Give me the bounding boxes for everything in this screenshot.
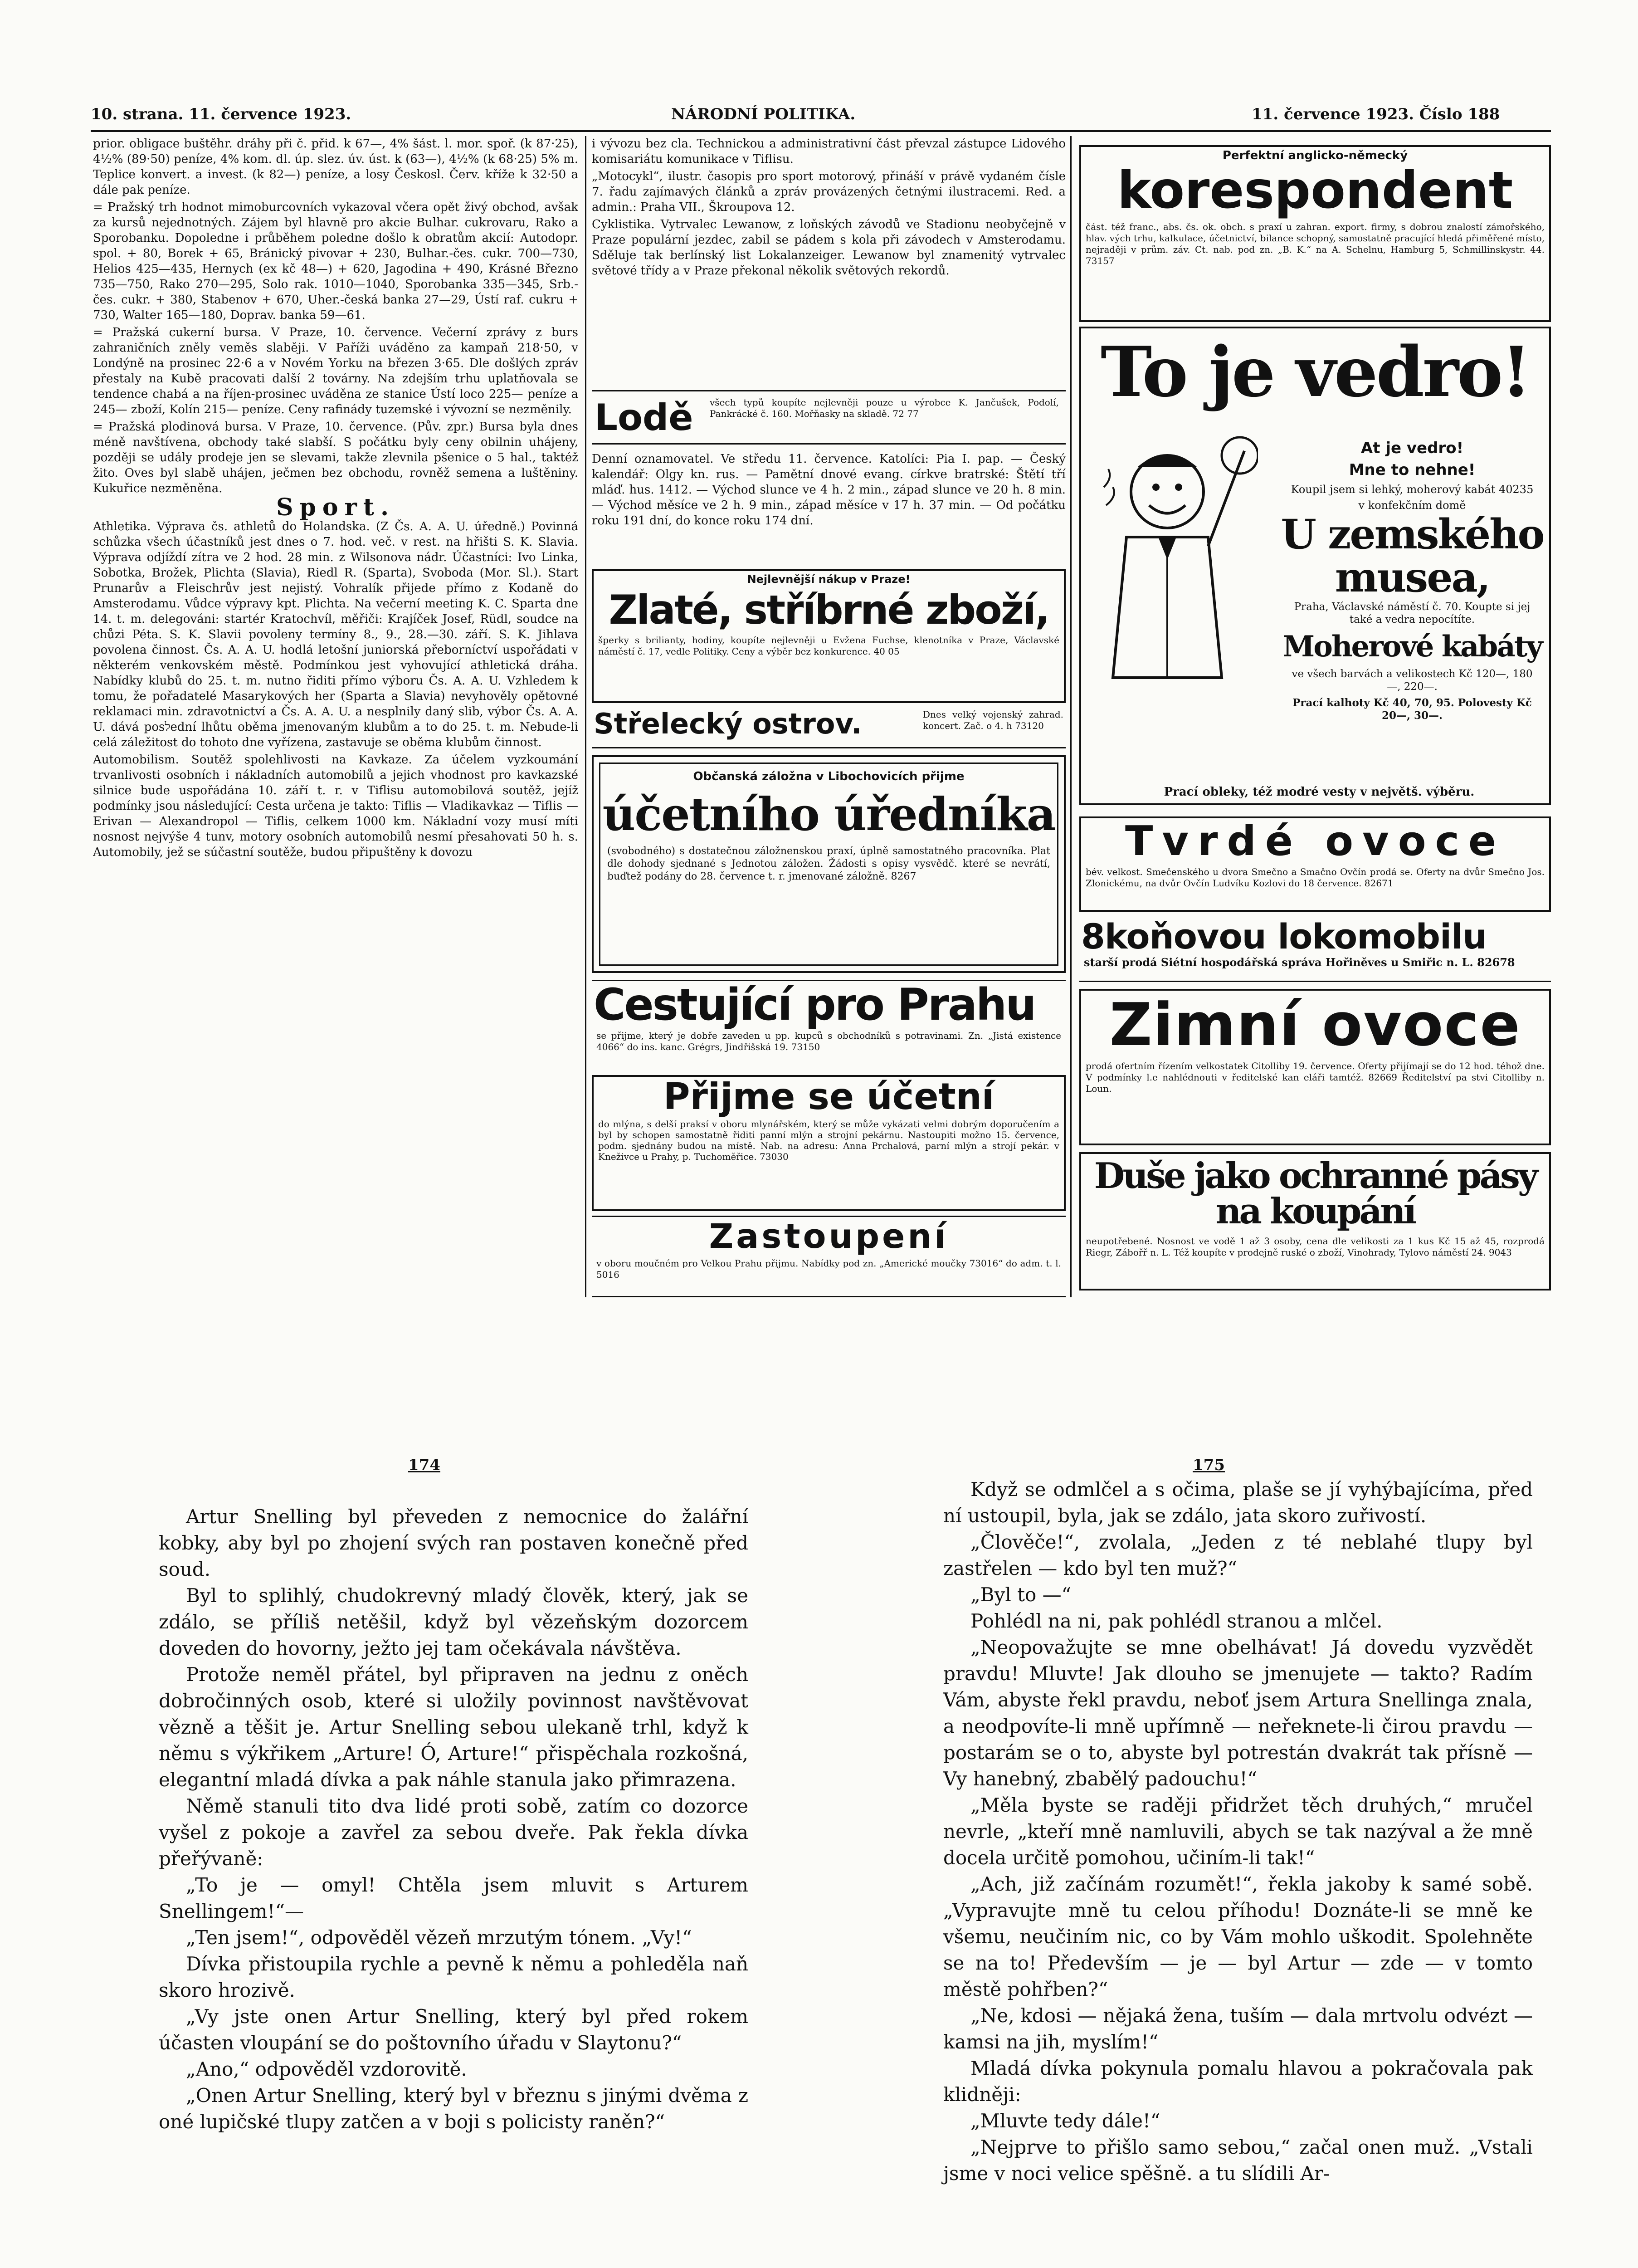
ad-zlate-zbozi	[592, 569, 1066, 703]
paragraph: = Pražský trh hodnot mimoburcovních vykazoval včera opět živý obchod, avšak za kursů nejednotných. Zájem byl hlavně pro akcie Bulhar. cukrovaru, Rako a Sporobanku. Dopoledne i průběhem poledne došlo k obratům akcií: Autodopr. spol. + 80, Borek + 65, Bránický pivovar + 230, Bulhar.-čes. cukr. 700—730, Helios 425—435, Hernych (ex kč 48—) + 620, Jagodina + 490, Krásné Březno 735—750, Rako 270—295, Solo rak. 1010—1040, Sporobanka 335—345, Srb.-čes. cukr. + 380, Stabenov + 670, Uher.-česká banka 27—29, Ústí raf. cukru + 730, Walter 165—180, Doprav. banka 59—61.	[93, 200, 578, 322]
paragraph: „Byl to —“	[970, 1584, 1072, 1606]
ad-text: Koupil jsem si lehký, moherový kabát 40235	[1291, 483, 1534, 496]
paragraph: „Motocykl“, ilustr. časopis pro sport motorový, přináší v právě vydaném čísle 7. řadu zajímavých článků a zpráv provázených četnými ilustracemi. Red. a admin.: Praha VII., Škroupova 12.	[592, 170, 1066, 214]
ad-title: Přijme se účetní	[663, 1075, 994, 1118]
ad-lode	[592, 390, 1066, 445]
paragraph: Dívka přistoupila rychle a pevně k němu a pohleděla naň skoro hrozivě.	[159, 1953, 748, 2001]
paragraph: Protože neměl přátel, byl připraven na jednu z oněch dobročinných osob, které si uložily povinnost navštěvovat vězně a těšit je. Artur Snelling sebou ulekaně trhl, když k němu s výkřikem „Arture! Ó, Arture!“ přispěchala rozkošná, elegantní mladá dívka a pak náhle stanula jako přimrazena.	[159, 1663, 748, 1791]
paragraph: „Mluvte tedy dále!“	[970, 2110, 1160, 2132]
denni-oznamovatel	[592, 451, 1066, 556]
ad-text: se přijme, který je dobře zaveden u pp. kupců s obchodníků s potravinami. Zn. „Jistá existence 4066“ do ins. kanc. Grégrs, Jindřišská 19. 73150	[596, 1030, 1061, 1052]
ad-prijme-ucetni	[592, 1075, 1066, 1211]
ad-subtitle: Moherové kabáty	[1282, 630, 1542, 664]
ad-title: 8koňovou lokomobilu	[1081, 919, 1487, 957]
paragraph: „Ach, již začínám rozumět!“, řekla jakoby k samé sobě. „Vypravujte mně tu celou příhodu! Doznáte-li se mně ke všemu, neučiním nic, co by Vám mohlo uškodit. Spolehněte se na to! Především — je — byl Artur — zde — v tomto městě pohřben?“	[943, 1873, 1533, 2000]
ad-text: část. též franc., abs. čs. ok. obch. s praxí u zahran. export. firmy, s dobrou znalostí zámořského, hlav. vých trhu, kalkulace, účetnictví, bilance schopný, samostatně pracující hledá přiměřené místo, nejraději v prům. záv. Ct. nab. pod zn. „B. K.“ na A. Schelnu, Hamburg 5, Schmillinskystr. 44. 73157	[1086, 221, 1545, 266]
ad-zastoupeni	[592, 1216, 1066, 1297]
ad-duse-pasy	[1079, 1152, 1551, 1290]
paragraph: Artur Snelling byl převeden z nemocnice do žalářní kobky, aby byl po zhojení svých ran postaven konečně před soud.	[159, 1505, 748, 1580]
paragraph: i vývozu bez cla. Technickou a administrativní část převzal zástupce Lidového komisariátu komunikace v Tiflisu.	[592, 137, 1066, 166]
ad-cestujici	[592, 980, 1066, 1073]
ad-text: Prací kalhoty Kč 40, 70, 95. Polovesty Kč 20—, 30—.	[1292, 697, 1532, 722]
paragraph: prior. obligace buštěhr. dráhy při č. přid. k 67—, 4% šást. l. mor. spoř. (k 87·25), 4½% (89·50) peníze, 4% kom. dl. úp. slez. úv. úst. k (63—), 4½% (k 68·25) 5% m. Teplice konvert. a invest. (k 82—) peníze, a losy Českosl. Červ. kříže k 32·50 a dále pak peníze.	[93, 137, 578, 197]
ad-title: Střelecký ostrov.	[594, 707, 862, 740]
ad-text: Prací obleky, též modré vesty v největš. výběru.	[1164, 785, 1475, 799]
masthead: NÁRODNÍ POLITIKA.	[671, 105, 856, 123]
paragraph: Cyklistika. Vytrvalec Lewanow, z loňských závodů ve Stadionu neobyčejně v Praze populární jezdec, zabil se pádem s kola při závodech v Amsterodamu. Sděluje tak berlínský list Lokalanzeiger. Lewanow byl znamenitý vytrvalec světové třídy a v Praze překonal několik světových rekordů.	[592, 218, 1066, 278]
paragraph: „Onen Artur Snelling, který byl v březnu s jinými dvěma z oné lupičské tlupy zatčen a v boji s policisty raněn?“	[159, 2084, 748, 2133]
column-divider	[1070, 136, 1072, 1297]
paragraph: = Pražská plodinová bursa. V Praze, 10. července. (Pův. zpr.) Bursa byla dnes méně navštívena, obchody také slabší. S počátku byly ceny obilnin uhájeny, později se udály prodeje jen se slevami, takže zlevnila pšenice o 5 hal., taktéž žito. Oves byl slabě uhájen, ječmen bez obchodu, rovněž semena a luštěniny. Kukuřice nezměněna.	[93, 420, 578, 495]
ad-slogan: At je vedro!	[1360, 439, 1464, 457]
paragraph: „Nejprve to přišlo samo sebou,“ začal onen muž. „Vstali jsme v noci velice spěšně. a tu slídili Ar-	[943, 2136, 1533, 2185]
ad-text: Dnes velký vojenský zahrad. koncert. Zač. o 4. h 73120	[923, 709, 1063, 731]
header-rule	[91, 130, 1551, 132]
ad-title: Tvrdé ovoce	[1125, 817, 1505, 865]
header-left: 10. strana. 11. července 1923.	[91, 105, 351, 123]
paragraph: Mladá dívka pokynula pomalu hlavou a pokračovala pak klidněji:	[943, 2057, 1533, 2106]
page-number-left: 174	[408, 1456, 440, 1474]
ad-text: v oboru moučném pro Velkou Prahu přijmu. Nabídky pod zn. „Americké moučky 73016“ do adm. t. l. 5016	[596, 1258, 1061, 1280]
column-divider	[585, 136, 586, 1297]
ad-title: Duše jako ochranné pásy na koupání	[1094, 1155, 1536, 1232]
ad-title: účetního úředníka	[602, 787, 1055, 841]
paragraph: = Pražská cukerní bursa. V Praze, 10. července. Večerní zprávy z burs zahraničních zněly veměs slaběji. V Paříži uváděno za kampaň 218·50, v Londýně na prosinec 22·6 a v Novém Yorku na březen 3·65. Dle došlých zpráv přestaly na Kubě pracovati další 2 továrny. Na zdejším trhu uplatňovala se tendence chabá a na říjen-prosinec uváděna ze stanice Ústí loco 225— peníze a 245— zboží, Kolín 215— peníze. Ceny rafinády tuzemské i vývozní se nezměnily.	[93, 326, 578, 416]
ad-ucetni-urednika	[592, 755, 1066, 973]
ad-korespondent	[1079, 145, 1551, 322]
ad-text: všech typů koupíte nejlevněji pouze u výrobce K. Jančušek, Podolí, Pankrácké č. 160. Mořňasky na skladě. 72 77	[710, 397, 1059, 419]
paragraph: Když se odmlčel a s očima, plaše se jí vyhýbajícíma, před ní ustoupil, byla, jak se zdálo, jata skoro zuřivostí.	[943, 1478, 1533, 1527]
page-number-right: 175	[1193, 1456, 1225, 1474]
ad-title: To je vedro!	[1100, 331, 1530, 412]
column-1	[93, 136, 578, 1297]
paragraph: „Vy jste onen Artur Snelling, který byl před rokem účasten vloupání se do poštovního úřadu v Slaytonu?“	[159, 2005, 748, 2054]
ad-kicker: Občanská záložna v Libochovicích přijme	[693, 770, 965, 783]
ad-zimni-ovoce	[1079, 989, 1551, 1145]
column-2-text	[592, 136, 1066, 281]
ad-to-je-vedro	[1079, 327, 1551, 805]
paragraph: „Ano,“ odpověděl vzdorovitě.	[186, 2058, 467, 2080]
novel-left-page	[159, 1504, 748, 2252]
ad-title: Zastoupení	[709, 1217, 949, 1256]
ad-title: Cestující pro Prahu	[594, 980, 1035, 1030]
paragraph: „To je — omyl! Chtěla jsem mluvit s Arturem Snellingem!“—	[159, 1874, 748, 1922]
paragraph: Denní oznamovatel. Ve středu 11. července. Katolíci: Pia I. pap. — Český kalendář: Olgy kn. rus. — Pamětní dnové evang. církve bratrské: Štětí tří mláď. hus. 1412. — Východ slunce ve 4 h. 2 min., západ slunce ve 20 h. 8 min. — Východ měsíce ve 2 h. 9 min., západ měsíce v 17 h. 37 min. — Od počátku roku 191 dní, do konce roku 174 dní.	[592, 452, 1066, 528]
ad-text: prodá ofertním řízením velkostatek Citolliby 19. července. Oferty přijímají se do 12 hod. téhož dne. V podmínky l.e nahlédnouti v ředitelské kan eláři tamtéž. 82669 Ředitelství pa stvi Citolliby n. Loun.	[1086, 1061, 1545, 1094]
paragraph: „Ne, kdosi — nějaká žena, tuším — dala mrtvolu odvézt — kamsi na jih, myslím!“	[943, 2004, 1533, 2053]
ad-kicker: Nejlevnější nákup v Praze!	[747, 573, 911, 586]
vedro-text-block	[1281, 437, 1544, 724]
paragraph: Pohlédl na ni, pak pohlédl stranou a mlčel.	[970, 1610, 1383, 1632]
ad-title: Lodě	[595, 396, 693, 439]
paragraph: Byl to splihlý, chudokrevný mladý člověk, který, jak se zdálo, se příliš netěšil, když byl vězeňským dozorcem doveden do hovorny, ježto jej tam očekávala návštěva.	[159, 1584, 748, 1659]
ad-tvrde-ovoce	[1079, 816, 1551, 912]
ad-text: starší prodá Siétní hospodářská správa Hořiněves u Smiřic n. L. 82678	[1084, 956, 1515, 969]
ad-text: bév. velkost. Smečenského u dvora Smečno a Smačno Ovčín prodá se. Oferty na dvůr Smečno Jos. Zlonickému, na dvůr Ovčín Ludvíku Kozlovi do 18 července. 82671	[1086, 866, 1545, 889]
ad-lokomobila	[1079, 919, 1551, 982]
paragraph: „Měla byste se raději přidržet těch druhých,“ mručel nevrle, „kteří mně namluvili, abych se tak nazýval a že mně docela určitě pomohou, učiním-li tak!“	[943, 1794, 1533, 1869]
paragraph: Automobilism. Soutěž spolehlivosti na Kavkaze. Za účelem vyzkoumání trvanlivosti osobních i nákladních automobilů a jejich vhodnost pro kavkazské silnice bude uspořádána 10. září t. r. v Tiflisu automobilová soutěž, jejíž podmínky jsou následující: Cesta určena je takto: Tiflis — Vladikavkaz — Tiflis — Erivan — Alexandropol — Tiflis, celkem 1000 km. Nákladní vozy musí míti nosnost nejvýše 4 tunv, motory osobních automobilů nesmí přesahovati 50 h. s. Automobily, jež se súčastní soutěže, budou připuštěny k dovozu	[93, 753, 578, 859]
ad-shop-name: U zemského musea,	[1281, 510, 1544, 601]
ad-text: ve všech barvách a velikostech Kč 120—, 180—, 220—.	[1292, 668, 1533, 693]
ad-text: v konfekčním domě	[1358, 499, 1466, 512]
ad-slogan: Mne to nehne!	[1349, 461, 1476, 479]
ad-text: neupotřebené. Nosnost ve vodě 1 až 3 osoby, cena dle velikosti za 1 kus Kč 15 až 45, rozprodá Riegr, Zábořř n. L. Též koupíte v prodejně ruské o zboží, Vinohrady, Tylovo náměstí 24. 9043	[1086, 1236, 1545, 1258]
ad-title: Zlaté, stříbrné zboží,	[609, 587, 1049, 633]
ad-text: (svobodného) s dostatečnou záložnenskou praxí, úplně samostatného pracovníka. Plat dle dohody sjednané s Jednotou záložen. Žádosti s opisy vysvědč. které se nevrátí, buďtež podány do 28. července t. r. jmenované záložně. 8267	[607, 846, 1050, 882]
paragraph: Němě stanuli tito dva lidé proti sobě, zatím co dozorce vyšel z pokoje a zavřel za sebou dveře. Pak řekla dívka přeřývaně:	[159, 1795, 748, 1870]
ad-kicker: Perfektní anglicko-německý	[1222, 149, 1408, 162]
ad-text: šperky s brilianty, hodiny, koupíte nejlevněji u Evžena Fuchse, klenotníka v Praze, Václavské náměstí č. 17, vedle Politiky. Ceny a výběr bez konkurence. 40 05	[598, 635, 1059, 657]
header-right: 11. července 1923. Číslo 188	[1252, 105, 1500, 123]
ad-text: Praha, Václavské náměstí č. 70. Koupte si jej také a vedra nepocítíte.	[1294, 601, 1531, 626]
paragraph: „Ten jsem!“, odpověděl vězeň mrzutým tónem. „Vy!“	[186, 1926, 692, 1949]
paragraph: Athletika. Výprava čs. athletů do Holandska. (Z Čs. A. A. U. úředně.) Povinná schůzka všech účastníků jest dnes o 7. hod. več. v rest. na hřišti S. K. Slavia. Výprava odjíždí zítra ve 2 hod. 28 min. z Wilsonova nádr. Účastníci: Ivo Linka, Sobotka, Brožek, Plichta (Slavia), Riedl R. (Sparta), Svoboda (Mor. Sl.). Start Prunarův a Fleischrův jest nejistý. Vohralík přijede přímo z Kodaně do Amsterodamu. Vůdce výpravy kpt. Plichta. Na večerní meeting K. C. Sparta dne 14. t. m. delegováni: startér Kratochvíl, měřiči: Krajíček Josef, Rüdl, soudce na chůzi Péta. S. K. Slavii povoleny termíny 8., 9., 28.—30. září. S. K. Jihlava povolena činnost. Čs. A. A. U. hodlá letošní juniorská přeborníctví uspořádati v některém venkovském městě. Podmínkou jest vyhovující athletická dráha. Nabídky klubů do 25. t. m. nutno řiditi přímo výboru Čs. A. A. U. Vzhledem k tomu, že pořadatelé Masarykových her (Sparta a Slavia) nevyhověly opětovné reklamaci min. zdravotnictví a Čs. A. A. U. a nesplnily daný slib, výbor Čs. A. A. U. dává posלední lhůtu oběma jmenovaným klubům a to do 25. t. m. Nebude-li celá záležitost do tohoto dne vyřízena, zastavuje se oběma klubům činnost.	[93, 520, 578, 749]
ad-title: korespondent	[1117, 161, 1513, 220]
section-heading-sport: Sport.	[276, 494, 395, 521]
novel-right-page	[943, 1476, 1533, 2252]
paragraph: „Neopovažujte se mne obelhávat! Já dovedu vyzvědět pravdu! Mluvte! Jak dlouho se jmenujete — takto? Radím Vám, abyste řekl pravdu, neboť jsem Artura Snellinga znala, a neodpovíte-li mně upřímně — neřeknete-li čirou pravdu — postarám se o to, abyste byl potrestán dvakrát tak přísně — Vy hanebný, zbabělý padouchu!“	[943, 1636, 1533, 1790]
ad-text: do mlýna, s delší praksí v oboru mlynářském, který se může vykázati velmi dobrým doporučením a byl by schopen samostatně řiditi panní mlýn a strojní pekárnu. Nastoupiti možno 15. července, podm. sjednány budou na místě. Nab. na adresu: Anna Prchalová, parní mlýn a strojí pekár. v Kneživce u Prahy, p. Tuchoměřice. 73030	[598, 1119, 1059, 1162]
ad-strelecky-ostrov	[592, 705, 1066, 748]
ad-title: Zimní ovoce	[1109, 990, 1521, 1059]
paragraph: „Člověče!“, zvolala, „Jeden z té neblahé tlupy byl zastřelen — kdo byl ten muž?“	[943, 1531, 1533, 1579]
smiling-man-illustration	[1095, 424, 1258, 705]
